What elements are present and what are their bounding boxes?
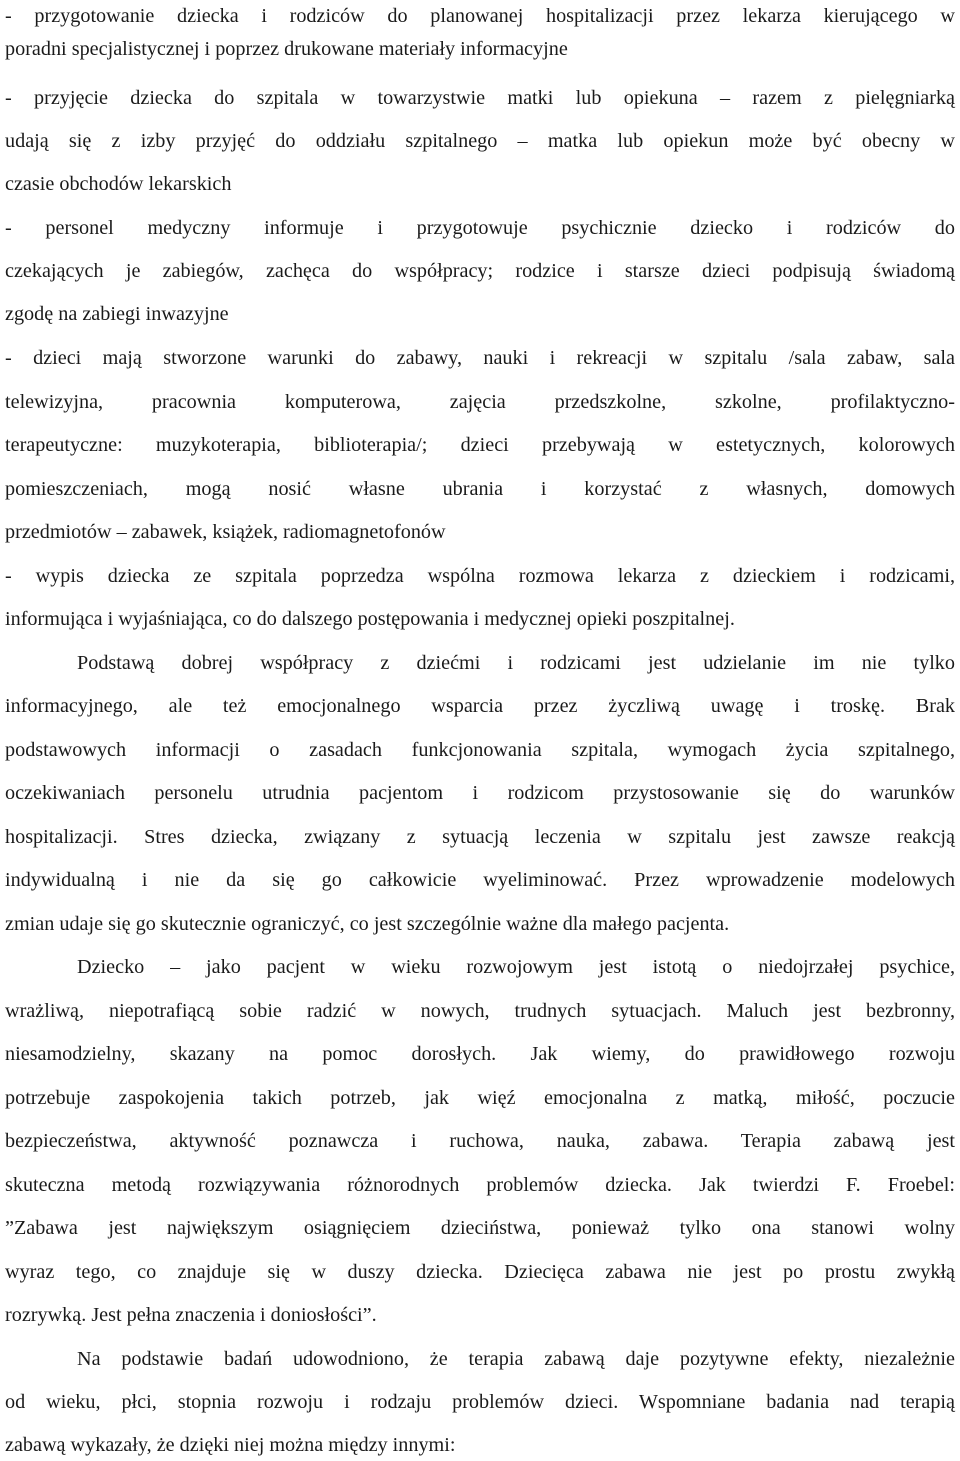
text-line: - przyjęcie dziecka do szpitala w towarzystwie matki lub opiekuna – razem z pielęgniarką: [5, 87, 955, 109]
text-line: zgodę na zabiegi inwazyjne: [5, 303, 229, 325]
text-line: bezpieczeństwa, aktywność poznawcza i ruchowa, nauka, zabawa. Terapia zabawą jest: [5, 1130, 955, 1152]
text-line: przedmiotów – zabawek, książek, radiomagnetofonów: [5, 521, 446, 543]
text-line: pomieszczeniach, mogą nosić własne ubrania i korzystać z własnych, domowych: [5, 478, 955, 500]
text-line: niesamodzielny, skazany na pomoc dorosłych. Jak wiemy, do prawidłowego rozwoju: [5, 1043, 955, 1065]
text-line: udają się z izby przyjęć do oddziału szpitalnego – matka lub opiekun może być obecny w: [5, 130, 955, 152]
text-line: - dzieci mają stworzone warunki do zabawy, nauki i rekreacji w szpitalu /sala zabaw, sala: [5, 347, 955, 369]
text-line: wrażliwą, niepotrafiącą sobie radzić w nowych, trudnych sytuacjach. Maluch jest bezbronny,: [5, 1000, 955, 1022]
text-line: potrzebuje zaspokojenia takich potrzeb, jak więź emocjonalna z matką, miłość, poczucie: [5, 1087, 955, 1109]
text-line: podstawowych informacji o zasadach funkcjonowania szpitala, wymogach życia szpitalnego,: [5, 739, 955, 761]
text-line: terapeutyczne: muzykoterapia, biblioterapia/; dzieci przebywają w estetycznych, kolorowych: [5, 434, 955, 456]
text-line: hospitalizacji. Stres dziecka, związany z sytuacją leczenia w szpitalu jest zawsze reakcją: [5, 826, 955, 848]
text-line: informacyjnego, ale też emocjonalnego wsparcia przez życzliwą uwagę i troskę. Brak: [5, 695, 955, 717]
text-line: zmian udaje się go skutecznie ograniczyć, co jest szczególnie ważne dla małego pacjenta.: [5, 913, 730, 935]
text-line: wyraz tego, co znajduje się w duszy dziecka. Dziecięca zabawa nie jest po prostu zwykłą: [5, 1261, 955, 1283]
paragraph-first-line: Na podstawie badań udowodniono, że terapia zabawą daje pozytywne efekty, niezależnie: [77, 1348, 955, 1370]
text-line: indywidualną i nie da się go całkowicie wyeliminować. Przez wprowadzenie modelowych: [5, 869, 955, 891]
paragraph-first-line: Dziecko – jako pacjent w wieku rozwojowym jest istotą o niedojrzałej psychice,: [77, 956, 955, 978]
text-line: - wypis dziecka ze szpitala poprzedza wspólna rozmowa lekarza z dzieckiem i rodzicami,: [5, 565, 955, 587]
text-line: ”Zabawa jest największym osiągnięciem dzieciństwa, ponieważ tylko ona stanowi wolny: [5, 1217, 955, 1239]
text-line: telewizyjna, pracownia komputerowa, zajęcia przedszkolne, szkolne, profilaktyczno-: [5, 391, 955, 413]
text-line: rozrywką. Jest pełna znaczenia i doniosłości”.: [5, 1304, 377, 1326]
text-line: skuteczna metodą rozwiązywania różnorodnych problemów dziecka. Jak twierdzi F. Froebel:: [5, 1174, 955, 1196]
text-line: oczekiwaniach personelu utrudnia pacjentom i rodzicom przystosowanie się do warunków: [5, 782, 955, 804]
text-line: czasie obchodów lekarskich: [5, 173, 232, 195]
text-line: od wieku, płci, stopnia rozwoju i rodzaju problemów dzieci. Wspomniane badania nad terapią: [5, 1391, 955, 1413]
text-line: czekających je zabiegów, zachęca do współpracy; rodzice i starsze dzieci podpisują świadomą: [5, 260, 955, 282]
paragraph-first-line: Podstawą dobrej współpracy z dziećmi i rodzicami jest udzielanie im nie tylko: [77, 652, 955, 674]
text-line: informująca i wyjaśniająca, co do dalszego postępowania i medycznej opieki poszpitalnej.: [5, 608, 735, 630]
text-line: - personel medyczny informuje i przygotowuje psychicznie dziecko i rodziców do: [5, 217, 955, 239]
text-line: poradni specjalistycznej i poprzez drukowane materiały informacyjne: [5, 38, 568, 60]
text-line: - przygotowanie dziecka i rodziców do planowanej hospitalizacji przez lekarza kierującego w: [5, 5, 955, 27]
text-line: zabawą wykazały, że dzięki niej można między innymi:: [5, 1434, 456, 1456]
